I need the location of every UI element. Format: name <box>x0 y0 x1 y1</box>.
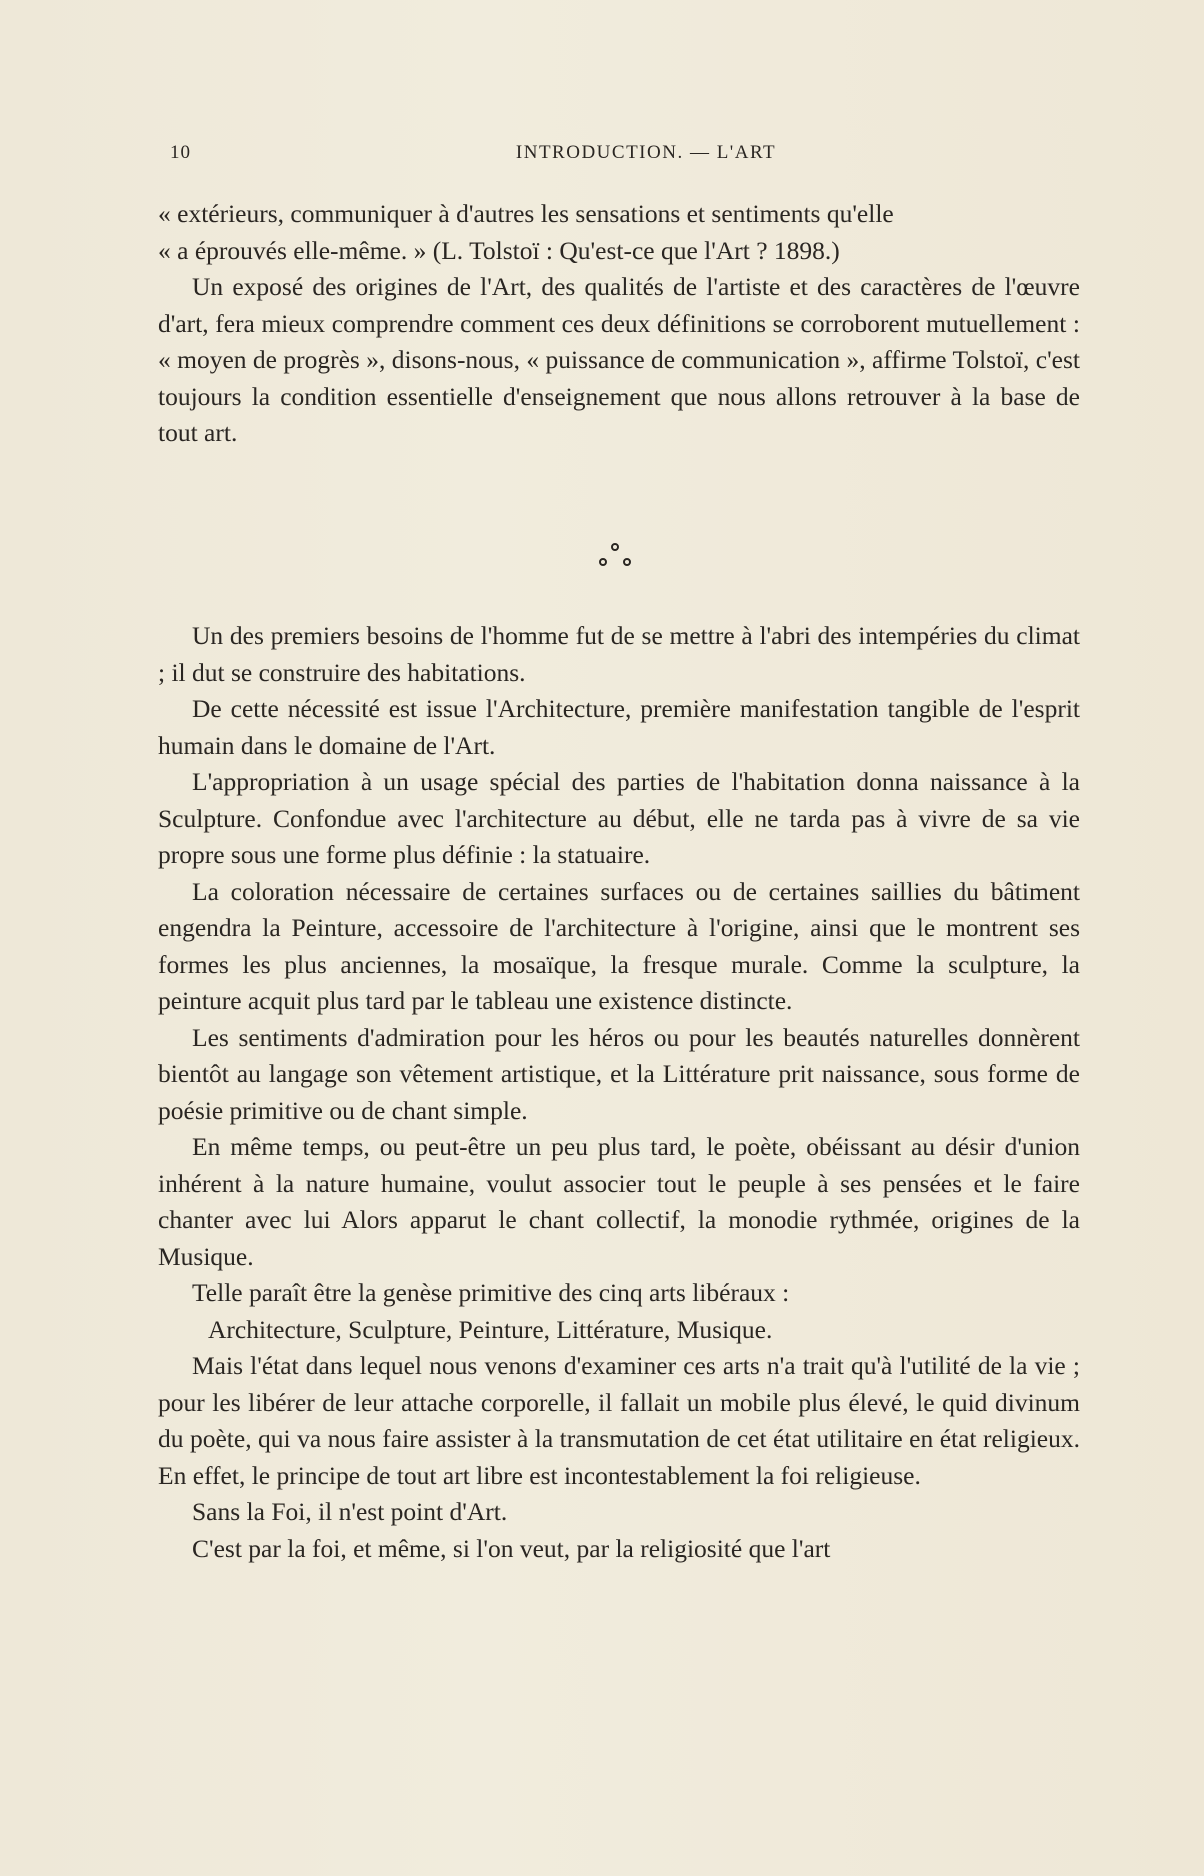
paragraph: Telle paraît être la genèse primitive des cinq arts libéraux : <box>192 1278 790 1307</box>
paragraph: Mais l'état dans lequel nous venons d'examiner ces arts n'a trait qu'à l'utilité de la vie ; pour les libérer de leur attache corporelle, il fallait un mobile plus élevé, le quid divinum du poète, qui va nous faire assister à la transmutation de cet état utilitaire en état religieux. En effet, le principe de tout art libre est incontestablement la foi religieuse. <box>158 1351 1080 1490</box>
section-ornament <box>590 543 640 573</box>
quote-line: « a éprouvés elle-même. » (L. Tolstoï : Qu'est-ce que l'Art ? 1898.) <box>158 235 840 265</box>
opening-text <box>158 196 1080 452</box>
main-text <box>158 618 1080 1567</box>
ornament-circle <box>611 543 619 551</box>
page-number: 10 <box>170 142 191 163</box>
paragraph: Un des premiers besoins de l'homme fut de se mettre à l'abri des intempéries du climat ; il dut se construire des habitations. <box>158 621 1080 687</box>
paragraph: De cette nécessité est issue l'Architecture, première manifestation tangible de l'esprit humain dans le domaine de l'Art. <box>158 694 1080 760</box>
paragraph: Un exposé des origines de l'Art, des qualités de l'artiste et des caractères de l'œuvre d'art, fera mieux comprendre comment ces deux définitions se corroborent mutuellement : « moyen de progrès », disons-nous, « puissance de communication », affirme Tolstoï, c'est toujours la condition essentielle d'enseignement que nous allons retrouver à la base de tout art. <box>158 272 1080 447</box>
ornament-circle <box>623 558 631 566</box>
paragraph: L'appropriation à un usage spécial des parties de l'habitation donna naissance à la Sculpture. Confondue avec l'architecture au début, elle ne tarda pas à vivre de sa vie propre sous une forme plus définie : la statuaire. <box>158 767 1080 869</box>
paragraph: En même temps, ou peut-être un peu plus tard, le poète, obéissant au désir d'union inhérent à la nature humaine, voulut associer tout le peuple à ses pensées et le faire chanter avec lui Alors apparut le chant collectif, la monodie rythmée, origines de la Musique. <box>158 1132 1080 1271</box>
paragraph: La coloration nécessaire de certaines surfaces ou de certaines saillies du bâtiment engendra la Peinture, accessoire de l'architecture à l'origine, ainsi que le montrent ses formes les plus anciennes, la mosaïque, la fresque murale. Comme la sculpture, la peinture acquit plus tard par le tableau une existence distincte. <box>158 876 1080 1015</box>
paragraph: Les sentiments d'admiration pour les héros ou pour les beautés naturelles donnèrent bientôt au langage son vêtement artistique, et la Littérature prit naissance, sous forme de poésie primitive ou de chant simple. <box>158 1022 1080 1125</box>
paragraph: Sans la Foi, il n'est point d'Art. <box>192 1497 508 1526</box>
ornament-circle <box>599 558 607 566</box>
arts-list: Architecture, Sculpture, Peinture, Littérature, Musique. <box>208 1314 773 1344</box>
quote-line: « extérieurs, communiquer à d'autres les sensations et sentiments qu'elle <box>158 199 894 228</box>
running-title: INTRODUCTION. — L'ART <box>515 142 777 163</box>
running-head <box>170 142 1082 166</box>
paragraph: C'est par la foi, et même, si l'on veut, par la religiosité que l'art <box>192 1533 831 1563</box>
